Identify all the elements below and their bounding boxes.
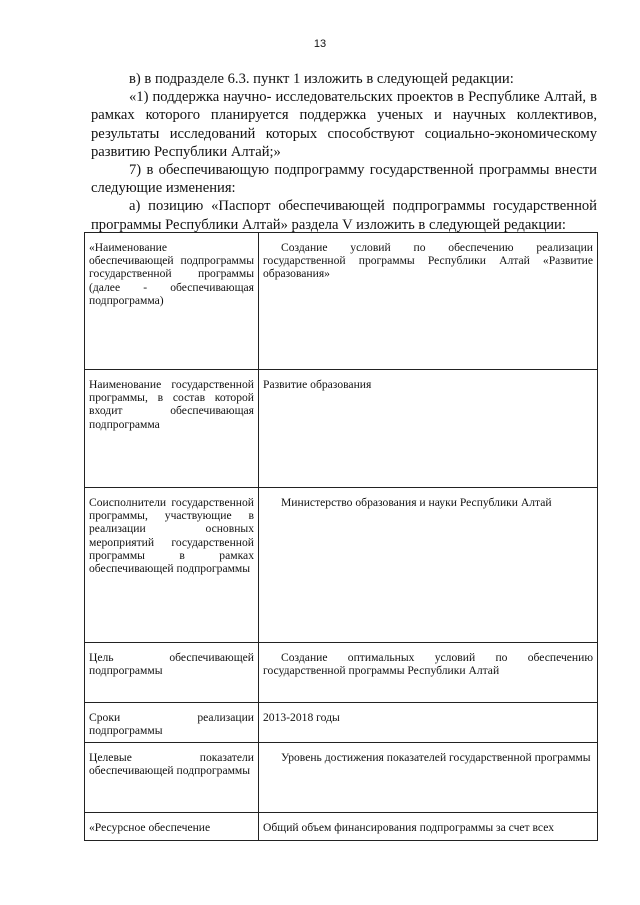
row-value [259, 488, 598, 643]
paragraph-research-support: «1) поддержка научно- исследовательских проектов в Республике Алтай, в рамках которого планируется поддержка ученых и научных коллективов, результаты исследований которых способствуют социально-экономическому развитию Республики Алтай;» [91, 89, 597, 160]
row-label: «Ресурсное обеспечение [85, 813, 259, 841]
paragraph-passport-position: а) позицию «Паспорт обеспечивающей подпрограммы государственной программы Республики Алтай» раздела V изложить в следующей редакции: [91, 198, 597, 233]
row-value: Общий объем финансирования подпрограммы за счет всех [259, 813, 598, 841]
paragraph-subprogram-changes: 7) в обеспечивающую подпрограмму государственной программы внести следующие изменения: [91, 162, 597, 197]
row-label: Сроки реализации подпрограммы [85, 703, 259, 743]
table-row [85, 643, 598, 703]
subprogram-passport-table [84, 232, 598, 841]
row-value: 2013-2018 годы [259, 703, 598, 743]
row-label: Наименование государственной программы, в состав которой входит обеспечивающая подпрограмма [85, 370, 259, 488]
document-body [91, 70, 597, 234]
row-value [259, 643, 598, 703]
paragraph-subsection-6-3: в) в подразделе 6.3. пункт 1 изложить в следующей редакции: [129, 71, 514, 87]
row-label: Целевые показатели обеспечивающей подпрограммы [85, 743, 259, 813]
row-value-text: Уровень достижения показателей государственной программы [281, 751, 591, 764]
table-row [85, 370, 598, 488]
row-value: Развитие образования [259, 370, 598, 488]
row-value [259, 743, 598, 813]
row-value-text: Министерство образования и науки Республики Алтай [281, 496, 552, 509]
table-row [85, 813, 598, 841]
table-row [85, 743, 598, 813]
table-row [85, 703, 598, 743]
row-value-text: Создание условий по обеспечению реализации государственной программы Республики Алтай «Развитие образования» [263, 241, 593, 281]
table-row [85, 488, 598, 643]
table-row [85, 233, 598, 370]
page-number: 13 [313, 38, 327, 50]
row-label: Цель обеспечивающей подпрограммы [85, 643, 259, 703]
row-label: Соисполнители государственной программы, участвующие в реализации основных мероприятий государственной программы в рамках обеспечивающей подпрограммы [85, 488, 259, 643]
row-value [259, 233, 598, 370]
row-label: «Наименование обеспечивающей подпрограммы государственной программы (далее - обеспечивающая подпрограмма) [85, 233, 259, 370]
row-value-text: Создание оптимальных условий по обеспечению государственной программы Республики Алтай [263, 651, 593, 678]
